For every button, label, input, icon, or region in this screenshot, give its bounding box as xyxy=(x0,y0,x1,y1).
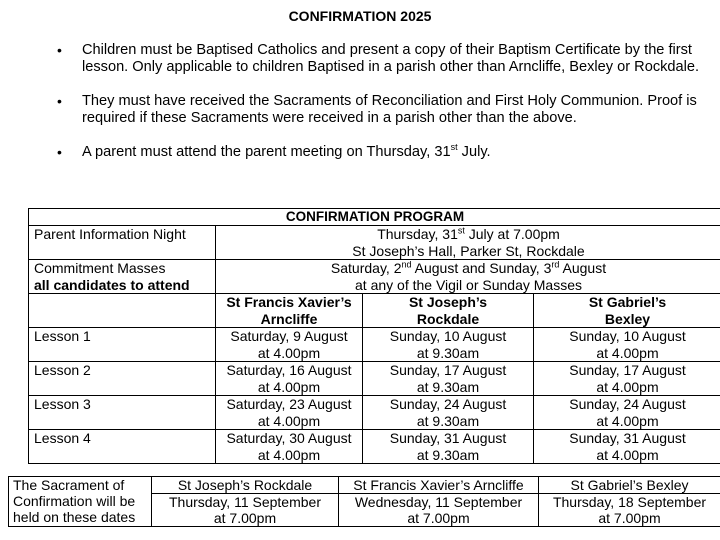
lesson-time: at 4.00pm xyxy=(257,412,321,429)
lesson-cell xyxy=(216,328,363,362)
lesson-cell xyxy=(363,430,534,464)
campus-place: Bexley xyxy=(604,310,651,327)
commitment-dates: Saturday, 2nd August and Sunday, 3rd August xyxy=(330,259,607,276)
lesson-cell xyxy=(363,328,534,362)
lesson-date: Saturday, 23 August xyxy=(226,396,352,412)
parent-night-place: St Joseph’s Hall, Parker St, Rockdale xyxy=(352,242,585,259)
program-header: CONFIRMATION PROGRAM xyxy=(29,209,720,226)
bullet-icon: • xyxy=(57,144,62,160)
campus-name: St Joseph’s xyxy=(408,294,488,310)
lesson-cell xyxy=(534,430,720,464)
note-line: The Sacrament of xyxy=(13,477,125,493)
campus-place: Rockdale xyxy=(416,310,480,327)
lesson-time: at 4.00pm xyxy=(596,412,659,429)
list-item xyxy=(0,42,720,76)
lesson-date: Saturday, 16 August xyxy=(226,362,352,378)
table-row xyxy=(29,396,720,430)
lesson-time: at 9.30am xyxy=(416,378,480,395)
lesson-cell xyxy=(534,328,720,362)
lesson-time: at 4.00pm xyxy=(596,446,659,463)
sacrament-dates-table xyxy=(8,476,720,527)
requirement-text: A parent must attend the parent meeting on Thursday, 31st July. xyxy=(82,142,491,160)
parish-name: St Joseph’s Rockdale xyxy=(152,477,339,494)
lesson-date: Sunday, 24 August xyxy=(389,396,507,412)
lesson-cell xyxy=(216,396,363,430)
lesson-time: at 9.30am xyxy=(416,412,480,429)
sacrament-date: Thursday, 11 September xyxy=(168,494,321,510)
lesson-time: at 4.00pm xyxy=(257,446,321,463)
commitment-label-cell xyxy=(29,260,216,294)
lesson-cell xyxy=(216,362,363,396)
campus-name: St Francis Xavier’s xyxy=(226,294,352,310)
campus-header-row xyxy=(29,294,720,328)
lesson-cell xyxy=(534,396,720,430)
commitment-details xyxy=(216,260,720,294)
lesson-time: at 9.30am xyxy=(416,344,480,361)
lesson-time: at 4.00pm xyxy=(257,344,321,361)
parent-night-date: Thursday, 31st July at 7.00pm xyxy=(377,225,560,242)
table-row xyxy=(29,362,720,396)
lesson-label: Lesson 3 xyxy=(29,396,216,430)
lesson-date: Saturday, 9 August xyxy=(230,328,348,344)
confirmation-program-table xyxy=(28,208,720,464)
parent-night-label: Parent Information Night xyxy=(29,226,216,260)
lesson-time: at 4.00pm xyxy=(596,378,659,395)
parish-name: St Francis Xavier’s Arncliffe xyxy=(339,477,539,494)
sacrament-date: Thursday, 18 September xyxy=(552,494,707,510)
note-line: Confirmation will be xyxy=(13,493,136,509)
requirement-text: They must have received the Sacraments of Reconciliation and First Holy Communion. Proof is required if these Sacraments were received in a parish other than the above. xyxy=(82,93,697,126)
commitment-label: Commitment Masses xyxy=(34,260,166,276)
sacrament-date-cell xyxy=(539,494,720,527)
commitment-sublabel: all candidates to attend xyxy=(34,276,190,293)
requirement-text: Children must be Baptised Catholics and present a copy of their Baptism Certificate by the first lesson. Only applicable to children Baptised in a parish other than Arncliffe, Bexley or Rockdale. xyxy=(82,42,700,75)
lesson-date: Sunday, 31 August xyxy=(569,430,686,446)
lesson-time: at 9.30am xyxy=(416,446,480,463)
lesson-date: Sunday, 17 August xyxy=(569,362,686,378)
lesson-date: Saturday, 30 August xyxy=(226,430,352,446)
lesson-label: Lesson 2 xyxy=(29,362,216,396)
parish-name: St Gabriel’s Bexley xyxy=(539,477,720,494)
lesson-cell xyxy=(534,362,720,396)
sacrament-time: at 7.00pm xyxy=(213,510,277,526)
lesson-label: Lesson 4 xyxy=(29,430,216,464)
lesson-label: Lesson 1 xyxy=(29,328,216,362)
sacrament-time: at 7.00pm xyxy=(598,510,661,526)
note-line: held on these dates xyxy=(13,509,136,525)
lesson-cell xyxy=(363,362,534,396)
campus-header xyxy=(534,294,720,328)
lesson-date: Sunday, 31 August xyxy=(389,430,507,446)
bullet-icon: • xyxy=(57,42,62,58)
bullet-icon: • xyxy=(57,93,62,109)
lesson-date: Sunday, 10 August xyxy=(569,328,686,344)
lesson-date: Sunday, 10 August xyxy=(389,328,507,344)
lesson-cell xyxy=(363,396,534,430)
list-item xyxy=(0,93,720,127)
lesson-date: Sunday, 24 August xyxy=(569,396,686,412)
campus-place: Arncliffe xyxy=(260,310,318,327)
lesson-cell xyxy=(216,430,363,464)
campus-name: St Gabriel’s xyxy=(588,294,667,310)
lesson-date: Sunday, 17 August xyxy=(389,362,507,378)
table-row xyxy=(29,430,720,464)
lesson-time: at 4.00pm xyxy=(257,378,321,395)
empty-cell xyxy=(29,294,216,328)
sacrament-date: Wednesday, 11 September xyxy=(354,494,523,510)
sacrament-date-cell xyxy=(339,494,539,527)
page-title: CONFIRMATION 2025 xyxy=(288,8,432,24)
table-row xyxy=(29,328,720,362)
sacrament-date-cell xyxy=(152,494,339,527)
parent-night-details xyxy=(216,226,720,260)
campus-header xyxy=(363,294,534,328)
lesson-time: at 4.00pm xyxy=(596,344,659,361)
list-item xyxy=(0,144,720,161)
commitment-note: at any of the Vigil or Sunday Masses xyxy=(355,276,582,293)
sacrament-note xyxy=(9,477,152,527)
campus-header xyxy=(216,294,363,328)
requirements-list xyxy=(0,42,720,178)
sacrament-time: at 7.00pm xyxy=(407,510,470,526)
